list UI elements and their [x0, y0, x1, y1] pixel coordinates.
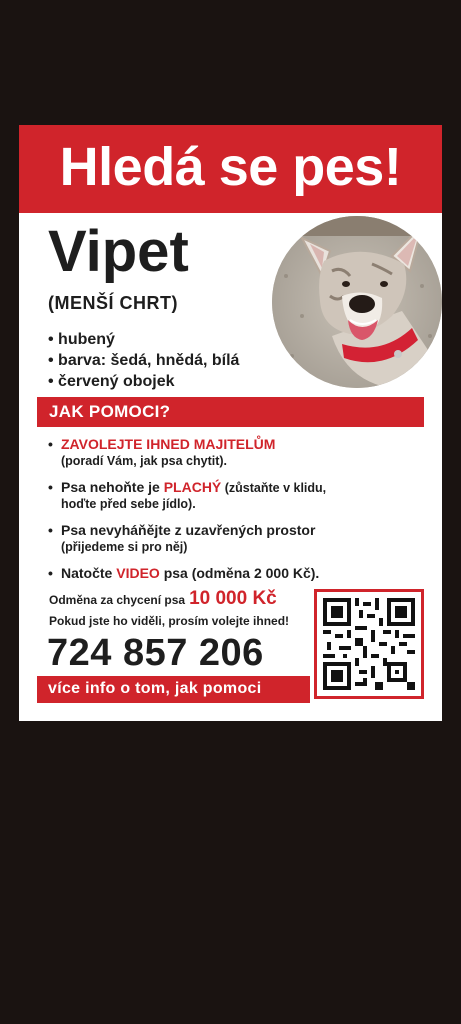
- step-detail: hoďte před sebe jídlo).: [61, 497, 196, 511]
- reward-line: [49, 588, 277, 610]
- qr-code-icon: [323, 598, 415, 690]
- step-text: Natočte: [61, 565, 117, 581]
- call-instruction: Pokud jste ho viděli, prosím volejte ihned!: [49, 614, 290, 628]
- help-steps-list: [48, 436, 428, 592]
- step-text-suffix: psa (odměna 2 000 Kč).: [159, 565, 320, 581]
- help-section-bar: [37, 397, 424, 427]
- feature-item: • barva: šedá, hnědá, bílá: [48, 352, 240, 369]
- phone-number[interactable]: 724 857 206: [47, 632, 264, 674]
- whippet-dog-photo-icon: [272, 216, 442, 388]
- help-step: [48, 436, 428, 469]
- step-detail: (přijedeme si pro něj): [61, 540, 188, 554]
- reward-amount: 10 000 Kč: [189, 588, 277, 609]
- more-info-link[interactable]: více info o tom, jak pomoci: [48, 680, 262, 697]
- more-info-bar[interactable]: [37, 676, 310, 703]
- dog-photo: [272, 216, 442, 388]
- step-highlight: PLACHÝ: [163, 479, 222, 495]
- help-section-title: JAK POMOCI?: [49, 402, 171, 421]
- dog-name: Vipet: [48, 219, 189, 284]
- qr-code-frame[interactable]: [314, 589, 424, 699]
- dog-breed-subtitle: (MENŠÍ CHRT): [48, 293, 178, 313]
- feature-item: • hubený: [48, 331, 115, 348]
- step-text: • Psa nevyháňějte z uzavřených prostor: [61, 522, 316, 538]
- lost-dog-poster: [19, 125, 442, 721]
- feature-item: • červený obojek: [48, 373, 175, 390]
- help-step: [48, 479, 428, 512]
- reward-label: Odměna za chycení psa: [49, 593, 186, 607]
- poster-header: [19, 125, 442, 213]
- step-text-suffix: (zůstaňte v klidu,: [221, 481, 327, 495]
- step-highlight: VIDEO: [116, 565, 160, 581]
- help-step: [48, 522, 428, 555]
- dog-features-list: [48, 329, 239, 392]
- step-highlight: ZAVOLEJTE IHNED MAJITELŮM: [61, 436, 276, 452]
- help-step: [48, 565, 428, 582]
- poster-title: Hledá se pes!: [59, 137, 402, 197]
- step-text: Psa nehoňte je: [61, 479, 164, 495]
- step-detail: (poradí Vám, jak psa chytit).: [61, 454, 228, 468]
